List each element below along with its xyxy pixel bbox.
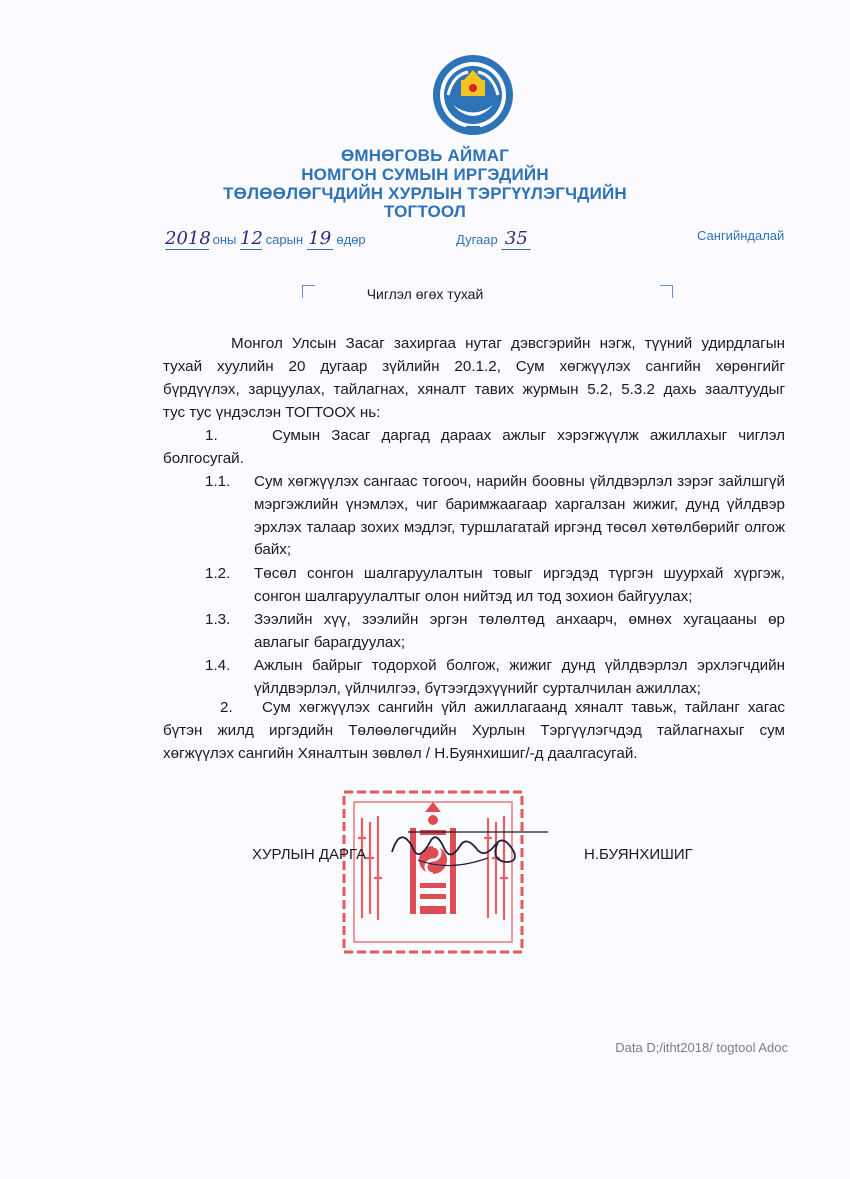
item1-line2: болгосугай. <box>163 450 244 467</box>
intro-line-2: тухай хуулийн 20 дугаар зүйлийн 20.1.2, Сум хөгжүүлэх сангийн хөрөнгийг <box>163 358 785 375</box>
signatory-name: Н.БУЯНХИШИГ <box>584 846 693 863</box>
number-label: Дугаар <box>456 232 498 247</box>
subject-title: Чиглэл өгөх тухай <box>366 286 484 302</box>
number-value: 35 <box>501 228 531 250</box>
subitem-text: Төсөл сонгон шалгаруулалтын товыг иргэдэд түргэн шуурхай хүргэж, сонгон шалгаруулалтыг олон нийтэд ил тод зохион байгуулах; <box>254 565 785 605</box>
place-name: Сангийндалай <box>697 228 785 243</box>
header-aimag: ӨМНӨГОВЬ АЙМАГ <box>340 146 510 165</box>
date-year-suffix: оны <box>212 232 237 247</box>
date-day: 19 <box>308 228 332 249</box>
header-doc-type: ТОГТООЛ <box>383 202 467 221</box>
item2-line1: Сум хөгжүүлэх сангийн үйл ажиллагаанд хяналт тавьж, тайланг хагас <box>262 699 785 716</box>
subitem-number: 1.4. <box>205 657 231 674</box>
subitem-text: Сум хөгжүүлэх сангаас тогооч, нарийн боовны үйлдвэрлэл зэрэг зайлшгүй мэргэжлийн үнэмлэх, чиг баримжаагаар харгалзан жижиг, дунд үйлдвэр эрхлэх талаар зохих мэдлэг, туршлагатай иргэнд төсөл хөтөлбөрийг олгож байх; <box>254 473 785 559</box>
header-sum: НОМГОН СУМЫН ИРГЭДИЙН <box>301 165 549 184</box>
resolution-number <box>456 228 531 250</box>
date-month-suffix: сарын <box>265 232 304 247</box>
footer-file-path: Data D;/itht2018/ togtool Adoc <box>615 1040 788 1055</box>
item2-number: 2. <box>220 699 233 716</box>
intro-line-3: бүрдүүлэх, зарцуулах, тайлагнах, хяналт тавих журмын 5.2, 5.3.2 дахь заалтуудыг <box>163 381 785 398</box>
subitem-number: 1.1. <box>205 473 231 490</box>
item2-line3: хөгжүүлэх сангийн Хяналтын зөвлөл / Н.Буянхишиг/-д даалгасугай. <box>163 745 638 762</box>
item1-number: 1. <box>205 427 218 444</box>
subitem-text: Ажлын байрыг тодорхой болгож, жижиг дунд үйлдвэрлэл эрхлэгчдийн үйлдвэрлэл, үйлчилгээ, бүтээгдэхүүнийг сурталчилан ажиллах; <box>254 657 785 697</box>
date-line <box>165 228 366 250</box>
date-month: 12 <box>240 228 263 249</box>
subitem-number: 1.2. <box>205 565 231 582</box>
state-emblem-icon <box>428 50 518 140</box>
item2-line2: бүтэн жилд иргэдийн Төлөөлөгчдийн Хурлын Тэргүүлэгчдэд тайлагнахыг сум <box>163 722 785 739</box>
date-day-suffix: өдөр <box>336 232 366 247</box>
subitem-number: 1.3. <box>205 611 231 628</box>
handwritten-signature-icon <box>378 812 558 882</box>
item1-line1: Сумын Засаг даргад дараах ажлыг хэрэгжүүлж ажиллахыг чиглэл <box>272 427 785 444</box>
intro-line-4: тус тус үндэслэн ТОГТООХ нь: <box>163 404 381 421</box>
signatory-title: ХУРЛЫН ДАРГА <box>252 846 367 863</box>
subitem-text: Зээлийн хүү, зээлийн эргэн төлөлтөд анхаарч, өмнөх хугацааны өр авлагыг барагдуулах; <box>254 611 785 651</box>
date-year: 2018 <box>165 228 211 249</box>
header-body: ТӨЛӨӨЛӨГЧДИЙН ХУРЛЫН ТЭРГҮҮЛЭГЧДИЙН <box>223 184 627 203</box>
intro-line-1: Монгол Улсын Засаг захиргаа нутаг дэвсгэрийн нэгж, түүний удирдлагын <box>231 335 785 352</box>
